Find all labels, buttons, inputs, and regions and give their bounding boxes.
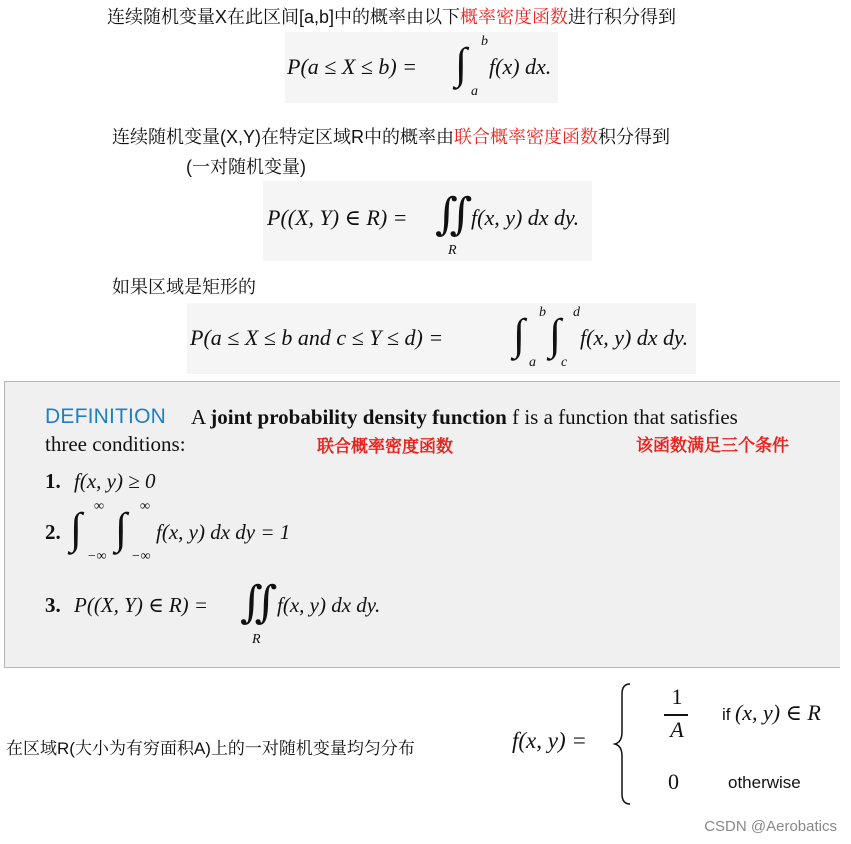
condition-1-formula: f(x, y) ≥ 0: [74, 469, 156, 493]
formula-3-upper-limit-2: d: [573, 305, 580, 320]
case-1-denominator: A: [670, 717, 684, 742]
formula-3-upper-limit-1: b: [539, 305, 546, 320]
formula-1: [285, 32, 558, 103]
integral-sign-outer: ∫: [513, 310, 526, 359]
uniform-distribution-label: 在区域R(大小为有穷面积A)上的一对随机变量均匀分布: [6, 739, 415, 758]
case-1-if: if: [722, 705, 731, 724]
definition-term: joint probability density function: [210, 405, 507, 429]
formula-3-lower-limit-2: c: [561, 355, 568, 370]
condition-3-integrand: f(x, y) dx dy.: [277, 593, 381, 617]
formula-2-integrand: f(x, y) dx dy.: [471, 205, 580, 230]
condition-3-number: 3.: [45, 593, 61, 617]
intro-line-1: [107, 3, 676, 29]
condition-2-number: 2.: [45, 520, 61, 544]
case-1-condition: [722, 700, 821, 726]
condition-2-upper-limit-2: ∞: [140, 499, 150, 514]
case-2-condition: otherwise: [728, 773, 801, 792]
formula-2-lhs: P((X, Y) ∈ R) =: [267, 205, 408, 230]
case-1-numerator: 1: [671, 684, 683, 709]
condition-2-integral-inner: ∫: [115, 504, 128, 553]
intro-line-1-end: 进行积分得到: [568, 7, 677, 27]
joint-pdf-highlight: 联合概率密度函数: [454, 127, 598, 147]
formula-3-integrand: f(x, y) dx dy.: [580, 325, 689, 350]
condition-3-double-integral: ∬: [240, 578, 278, 627]
formula-3-lower-limit-1: a: [529, 355, 536, 370]
condition-1-number: 1.: [45, 469, 61, 493]
intro-line-2-text: 连续随机变量(X,Y)在特定区域R中的概率由: [112, 127, 454, 147]
definition-text-start: A: [191, 405, 211, 429]
condition-2-lower-limit-1: −∞: [87, 549, 107, 564]
annotation-three-conditions: 该函数满足三个条件: [636, 436, 789, 455]
formula-3-lhs: P(a ≤ X ≤ b and c ≤ Y ≤ d) =: [190, 325, 444, 350]
definition-text-rest: f is a function that satisfies: [506, 405, 738, 429]
intro-line-2-end: 积分得到: [598, 127, 670, 147]
formula-1-upper-limit: b: [481, 34, 488, 49]
definition-text-line-2: three conditions:: [45, 432, 186, 456]
double-integral-sign: ∬: [435, 190, 473, 239]
condition-3-lhs: P((X, Y) ∈ R) =: [74, 593, 209, 617]
pdf-highlight: 概率密度函数: [460, 7, 569, 27]
formula-1-lower-limit: a: [471, 84, 478, 99]
formula-1-lhs: P(a ≤ X ≤ b) =: [287, 54, 418, 79]
condition-2-lower-limit-2: −∞: [131, 549, 151, 564]
condition-2-formula: f(x, y) dx dy = 1: [156, 520, 291, 544]
uniform-lhs: f(x, y) =: [512, 728, 587, 753]
integral-sign: ∫: [455, 39, 468, 88]
formula-2-region: R: [448, 243, 457, 258]
formula-3: [187, 303, 696, 374]
integral-sign-inner: ∫: [549, 310, 562, 359]
intro-line-3: (一对随机变量): [186, 157, 306, 177]
intro-line-2: [112, 123, 670, 149]
intro-line-4: 如果区域是矩形的: [112, 277, 256, 297]
condition-2-integral-outer: ∫: [70, 504, 83, 553]
fraction-bar: [664, 714, 688, 716]
intro-line-1-text: 连续随机变量X在此区间[a,b]中的概率由以下: [107, 7, 461, 27]
condition-2-upper-limit-1: ∞: [94, 499, 104, 514]
watermark: CSDN @Aerobatics: [704, 818, 837, 835]
case-2-value: 0: [668, 769, 679, 794]
piecewise-brace: [612, 682, 636, 806]
case-1-condition-math: (x, y) ∈ R: [734, 700, 821, 725]
definition-text-line-1: [191, 405, 738, 430]
definition-heading: DEFINITION: [45, 405, 166, 428]
annotation-joint-pdf: 联合概率密度函数: [317, 437, 453, 456]
condition-3-region: R: [252, 632, 261, 647]
formula-2: [263, 181, 592, 261]
formula-1-integrand: f(x) dx.: [489, 54, 552, 79]
